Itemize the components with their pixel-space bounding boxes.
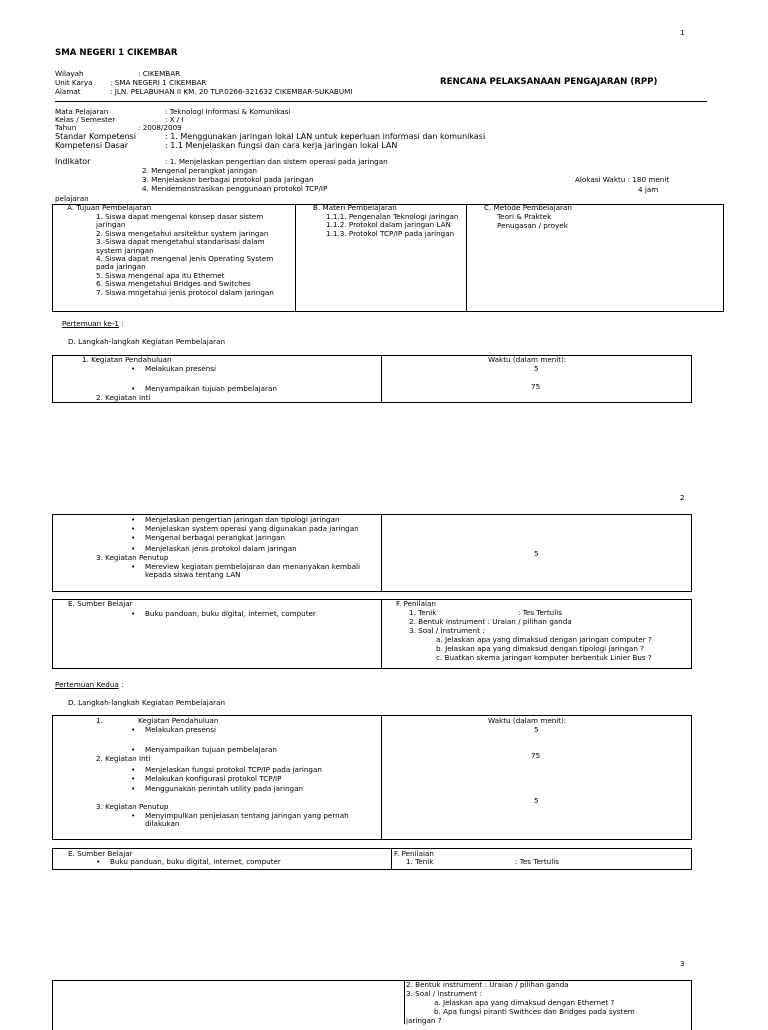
waktu-value: 5 [534, 796, 539, 805]
materi-list [326, 213, 464, 238]
indikator-item: 3. Menjelaskan berbagai protokol pada jaringan [142, 175, 314, 184]
page-number: 2 [680, 493, 685, 502]
kegiatan-item: Menyampaikan tujuan pembelajaran [145, 384, 277, 393]
info-label: Kelas / Semester [55, 115, 116, 124]
penutup-heading: 3. Kegiatan Penutup [96, 553, 169, 562]
kegiatan-item: Melakukan presensi [145, 725, 217, 734]
info-label: Standar Kompetensi [55, 132, 137, 141]
column-divider [404, 980, 405, 1024]
bullet: • [131, 784, 136, 793]
pendahuluan-heading: 1. Kegiatan Pendahuluan [82, 355, 172, 364]
tujuan-title: A. Tujuan Pembelajaran [67, 203, 152, 212]
indikator-label: Indikator [55, 157, 91, 166]
tujuan-list [96, 213, 292, 297]
meeting-title [62, 320, 124, 328]
info-label: Kompetensi Dasar [55, 141, 129, 150]
penilaian-teknik: 1. Tenik [406, 857, 434, 866]
bullet: • [131, 774, 136, 783]
indikator-item: 2. Mengenal perangkat jaringan [142, 166, 257, 175]
pendahuluan-number: 1. [96, 716, 103, 725]
materi-item: 1.1.1. Pengenalan Teknologi jaringan [326, 212, 459, 221]
langkah-title: D. Langkah-langkah Kegiatan Pembelajaran [68, 698, 226, 707]
tujuan-item: 7. Siswa mngetahui jenis protocol dalam jaringan [96, 287, 274, 297]
header-divider [55, 101, 707, 102]
penilaian-teknik: 1. Tenik [409, 608, 437, 617]
kegiatan-item: Melakukan presensi [145, 364, 217, 373]
meeting-title-text: Pertemuan ke-1 [62, 319, 119, 328]
materi-item: 1.1.3. Protokol TCP/IP pada jaringan [326, 228, 455, 238]
alokasi-waktu: Alokasi Waktu : 180 menit [575, 175, 670, 184]
inti-heading: 2. Kegiatan Inti [96, 393, 151, 402]
column-divider [391, 848, 392, 870]
info-value: : 2008/2009 [138, 123, 182, 132]
waktu-value: 5 [534, 725, 539, 734]
bullet: • [131, 811, 136, 820]
bullet: • [131, 609, 136, 618]
indikator-item: 4. Mendemonstrasikan penggunaan protokol TCP/IP [142, 184, 328, 193]
sumber-item: Buku panduan, buku digital, internet, computer [110, 857, 281, 866]
bullet: • [131, 745, 136, 754]
pendahuluan-heading: Kegiatan Pendahuluan [138, 716, 219, 725]
kegiatan-item: Menjelaskan system operasi yang digunakan pada jaringan [145, 524, 359, 533]
identity-label: Unit Karya [55, 78, 93, 87]
meeting-title-colon: : [121, 319, 124, 328]
kegiatan-item: Menyampaikan tujuan pembelajaran [145, 745, 277, 754]
bullet: • [131, 765, 136, 774]
column-divider [381, 599, 382, 669]
bullet: • [131, 515, 136, 524]
tujuan-item: 3. Siswa dapat mengetahui standarisasi dalam system jaringan [96, 237, 265, 255]
materi-item: 1.1.2. Protokol dalam jaringan LAN [326, 220, 451, 230]
penilaian-question: c. Buatkan skema jaringan komputer berbentuk Linier Bus ? [436, 653, 652, 662]
bullet: • [131, 524, 136, 533]
metode-title: C. Metode Pembelajaran [484, 203, 572, 212]
identity-value: : JLN. PELABUHAN II KM. 20 TLP.0266-321632 CIKEMBAR-SUKABUMI [110, 87, 353, 96]
identity-label: Wilayah [55, 69, 84, 78]
bullet: • [131, 533, 136, 542]
metode-item: Teori & Praktek [497, 212, 552, 221]
kegiatan-item: Melakukan konfigurasi protokol TCP/IP [145, 774, 282, 783]
waktu-value: 75 [531, 382, 541, 391]
penilaian-question: a. Jelaskan apa yang dimaksud dengan Ethernet ? [434, 998, 615, 1007]
bullet: • [131, 364, 136, 373]
waktu-value: 75 [531, 751, 541, 760]
penilaian-teknik-value: : Tes Tertulis [518, 608, 562, 617]
waktu-value: 5 [534, 549, 539, 558]
kegiatan-item: Mengenal berbagai perangkat jaringan [145, 533, 285, 542]
kegiatan-item: Menyimpulkan penjelasan tentang jaringan yang pernah dilakukan [145, 811, 349, 829]
penilaian-question: b. Apa fungsi piranti Swithces dan Bridges pada system [434, 1007, 635, 1016]
tujuan-item: 4. Siswa dapat mengenal jenis Operating System pada jaringan [96, 254, 274, 272]
penilaian-teknik-value: : Tes Tertulis [515, 857, 559, 866]
penilaian-title: F. Penilaian [394, 849, 434, 858]
tujuan-item: 5. Siswa mengenal apa itu Ethernet [96, 270, 225, 280]
column-divider [381, 514, 382, 592]
materi-title: B. Materi Pembelajaran [313, 203, 397, 212]
bullet: • [131, 384, 136, 393]
indikator-item: : 1. Menjelaskan pengertian dan sistem operasi pada jaringan [165, 157, 388, 166]
bullet: • [131, 725, 136, 734]
info-value: : X / I [165, 115, 184, 124]
bullet: • [96, 857, 101, 866]
penilaian-bentuk: 2. Bentuk instrument : Uraian / pilihan ganda [406, 980, 569, 989]
tujuan-item: 6. Siswa mengetahui Bridges and Switches [96, 279, 251, 289]
info-value: : 1. Menggunakan jaringan lokal LAN untuk keperluan informasi dan komunikasi [165, 132, 486, 141]
penilaian-question: jaringan ? [406, 1016, 442, 1025]
penilaian-title: F. Penilaian [396, 599, 436, 608]
column-divider [466, 204, 467, 312]
rpp-title: RENCANA PELAKSANAAN PENGAJARAN (RPP) [440, 77, 658, 87]
identity-label: Alamat [55, 87, 81, 96]
waktu-header: Waktu (dalam menit): [488, 716, 567, 725]
kegiatan-item: Menjelaskan fungsi protokol TCP/IP pada jaringan [145, 765, 322, 774]
info-label: Mata Pelajaran [55, 107, 109, 116]
alokasi-jam: 4 jam [638, 185, 659, 194]
sumber-title: E. Sumber Belajar [68, 849, 133, 858]
meeting-title-colon: : [121, 680, 124, 689]
column-divider [381, 715, 382, 840]
kegiatan-item: Mereview kegiatan pembelajaran dan menanyakan kembali kepada siswa tentang LAN [145, 562, 360, 580]
tujuan-item: 1. Siswa dapat mengenal konsep dasar sistem jaringan [96, 212, 264, 230]
waktu-header: Waktu (dalam menit): [488, 355, 567, 364]
page-number: 1 [680, 28, 685, 37]
sumber-item: Buku panduan, buku digital, internet, computer [145, 609, 316, 618]
langkah-title: D. Langkah-langkah Kegiatan Pembelajaran [68, 337, 226, 346]
penilaian-question: b. Jelaskan apa yang dimaksud dengan tipologi jaringan ? [436, 644, 644, 653]
column-divider [381, 355, 382, 403]
sumber-title: E. Sumber Belajar [68, 599, 133, 608]
page-number: 3 [680, 959, 685, 968]
waktu-value: 5 [534, 364, 539, 373]
alokasi-pelajaran: pelajaran [55, 194, 89, 203]
penilaian-bentuk: 2. Bentuk instrument : Uraian / pilihan ganda [409, 617, 572, 626]
bullet: • [131, 544, 136, 553]
identity-value: : CIKEMBAR [138, 69, 181, 78]
tujuan-item: 2. Siswa mengetahui arsitektur system jaringan [96, 228, 269, 238]
penilaian-soal: 3. Soal / instrument : [409, 626, 485, 635]
bullet: • [131, 562, 136, 571]
identity-value: : SMA NEGERI 1 CIKEMBAR [110, 78, 207, 87]
info-value: : 1.1 Menjelaskan fungsi dan cara kerja jaringan lokal LAN [165, 141, 398, 150]
meeting-title-text: Pertemuan Kedua [55, 680, 119, 689]
info-label: Tahun [55, 123, 77, 132]
penutup-heading: 3. Kegiatan Penutup [96, 802, 169, 811]
penilaian-soal: 3. Soal / instrument : [406, 989, 482, 998]
inti-heading: 2. Kegiatan Inti [96, 754, 151, 763]
kegiatan-item: Menggunakan perintah utility pada jaringan [145, 784, 304, 793]
info-value: : Teknologi Informasi & Komunikasi [165, 107, 291, 116]
penilaian-question: a. Jelaskan apa yang dimaksud dengan jaringan computer ? [436, 635, 652, 644]
meeting-title [55, 681, 124, 689]
kegiatan-item: Menjelaskan pengertian jaringan dan tipologi jaringan [145, 515, 340, 524]
kegiatan-item: Menjelaskan jenis protokol dalam jaringan [145, 544, 297, 553]
column-divider [295, 204, 296, 312]
school-name: SMA NEGERI 1 CIKEMBAR [55, 48, 178, 58]
metode-item: Penugasan / proyek [497, 221, 568, 230]
